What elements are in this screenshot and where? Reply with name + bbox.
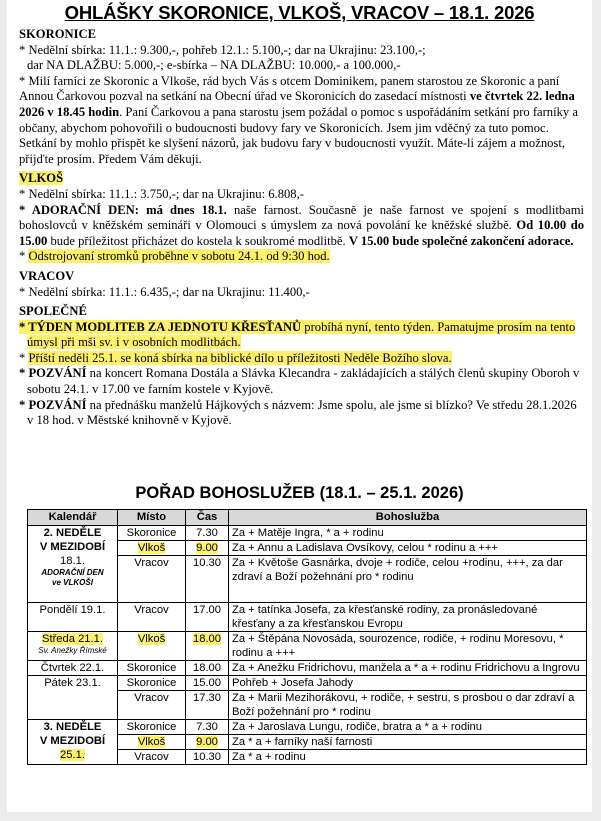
- lecture-invitation-item: * POZVÁNÍ na přednášku manželů Hájkových s názvem: Jsme spolu, ale jsme si blízko? Ve středu 28.1.2026 v 18 hod. v Městské knihovně v Kyjově.: [19, 397, 577, 428]
- intention-cell: Za + Štěpána Novosáda, sourozence, rodiče, + rodinu Moresovu, * rodinu a +++: [229, 632, 587, 661]
- document-page: [7, 0, 592, 812]
- section-heading-vlkos: VLKOŠ: [19, 171, 64, 186]
- time-cell: 18.00: [186, 661, 229, 676]
- time-cell: 10.30: [186, 750, 229, 765]
- place-cell: Skoronice: [118, 526, 186, 541]
- table-row: [28, 603, 587, 632]
- schedule-table: [27, 509, 587, 765]
- section-heading-vracov: VRACOV: [19, 268, 75, 283]
- place-cell: Skoronice: [118, 720, 186, 735]
- intention-cell: Za * a + rodinu: [229, 750, 587, 765]
- time-cell: 10.30: [186, 556, 229, 603]
- section-heading-skoronice: SKORONICE: [19, 27, 96, 41]
- intention-cell: Za + Marii Mezihorákovu, + rodiče, + sestru, s prosbou o dar zdraví a Boží požehnání pro * rodinu: [229, 691, 587, 720]
- place-cell: Vracov: [118, 691, 186, 720]
- place-cell: Vlkoš: [118, 735, 186, 750]
- place-cell: Skoronice: [118, 676, 186, 691]
- intention-cell: Za + tatínka Josefa, za křesťanské rodiny, za pronásledované křesťany a za křesťanskou Evropu: [229, 603, 587, 632]
- header-service: Bohoslužba: [229, 510, 587, 526]
- day-cell: Pondělí 19.1.: [28, 603, 118, 632]
- vracov-collection: * Nedělní sbírka: 11.1.: 6.435,-; dar na Ukrajinu: 11.400,-: [19, 284, 310, 299]
- time-cell: 17.30: [186, 691, 229, 720]
- place-cell: Vlkoš: [118, 541, 186, 556]
- time-cell: 17.00: [186, 603, 229, 632]
- vlkos-adoration: * ADORAČNÍ DEN: má dnes 18.1. naše farnost. Současně je naše farnost ve spojení s modlitbami bohoslovců v kněžském semináři v Olomouci s úmyslem za nová povolání ke kněžské službě. Od 10.00 do 15.00 bude příležitost přicházet do kostela k soukromé modlitbě. V 15.00 bude společné zakončení adorace.: [19, 202, 584, 248]
- intention-cell: Za + Květoše Gasnárka, dvoje + rodiče, celou +rodinu, +++, za dar zdraví a Boží požehnání pro * rodinu: [229, 556, 587, 603]
- skoronice-invitation: * Milí farníci ze Skoronic a Vlkoše, rád bych Vás s otcem Dominikem, panem starostou ze Skoronic a paní Annou Čarkovou pozval na setkání na Obecní úřad ve Skoronicích do zasedací místnosti ve čtvrtek 22. ledna 2026 v 18.45 hodin. Paní Čarkovou a pana starostu jsem požádal o pomoc s uspořádáním setkání pro farníky a občany, abychom pohovořili o budoucnosti budovy fary ve Skoronicích. Jsem jim vděčný za tuto pomoc. Setkání by mohlo přispět ke slyšení názorů, jak budovu fary v budoucnosti využít. Máte-li zájem a možnost, přijďte prosím. Předem Vám děkuji.: [19, 73, 578, 166]
- meeting-date: ve čtvrtek 22. ledna 2026 v 18.45 hodin: [19, 89, 575, 119]
- intention-cell: Za + Annu a Ladislava Ovsíkovy, celou * rodinu a +++: [229, 541, 587, 556]
- time-cell: 9.00: [186, 541, 229, 556]
- day-cell: Čtvrtek 22.1.: [28, 661, 118, 676]
- place-cell: Vracov: [118, 603, 186, 632]
- time-cell: 18.00: [186, 632, 229, 661]
- place-cell: Skoronice: [118, 661, 186, 676]
- prayer-week-item: * TÝDEN MODLITEB ZA JEDNOTU KŘESŤANŮ probíhá nyní, tento týden. Pamatujme prosím na tento úmysl při mši sv. i v osobních modlitbách.: [19, 319, 576, 350]
- vlkos-tree-removal: * Odstrojovaní stromků proběhne v sobotu 24.1. od 9:30 hod.: [19, 249, 330, 264]
- table-row: [28, 720, 587, 735]
- table-row: [28, 632, 587, 661]
- day-cell: 2. NEDĚLE V MEZIDOBÍ 18.1. ADORAČNÍ DEN ve VLKOŠI: [28, 526, 118, 603]
- schedule-title: POŘAD BOHOSLUŽEB (18.1. – 25.1. 2026): [135, 484, 464, 502]
- time-cell: 9.00: [186, 735, 229, 750]
- document-title: OHLÁŠKY SKORONICE, VLKOŠ, VRACOV – 18.1. 2026: [64, 2, 535, 23]
- table-row: [28, 526, 587, 541]
- place-cell: Vracov: [118, 750, 186, 765]
- time-cell: 15.00: [186, 676, 229, 691]
- header-place: Místo: [118, 510, 186, 526]
- intention-cell: Za + Matěje Ingra, * a + rodinu: [229, 526, 587, 541]
- day-cell: Pátek 23.1.: [28, 676, 118, 720]
- place-cell: Vracov: [118, 556, 186, 603]
- table-row: [28, 676, 587, 691]
- header-time: Čas: [186, 510, 229, 526]
- vlkos-collection: * Nedělní sbírka: 11.1.: 3.750,-; dar na Ukrajinu: 6.808,-: [19, 186, 304, 201]
- day-cell: Středa 21.1. Sv. Anežky Římské: [28, 632, 118, 661]
- skoronice-collection: * Nedělní sbírka: 11.1.: 9.300,-, pohřeb 12.1.: 5.100,-; dar na Ukrajinu: 23.100,-;: [19, 42, 426, 57]
- time-cell: 7.30: [186, 526, 229, 541]
- header-calendar: Kalendář: [28, 510, 118, 526]
- intention-cell: Pohřeb + Josefa Jahody: [229, 676, 587, 691]
- time-cell: 7.30: [186, 720, 229, 735]
- announcements: [19, 27, 584, 429]
- intention-cell: Za * a + farníky naší farnosti: [229, 735, 587, 750]
- skoronice-donation: dar NA DLAŽBU: 5.000,-; e-sbírka – NA DLAŽBU: 10.000,- a 100.000,-: [27, 58, 401, 73]
- place-cell: Vlkoš: [118, 632, 186, 661]
- schedule-header-row: [28, 510, 587, 526]
- table-row: [28, 661, 587, 676]
- day-cell: 3. NEDĚLE V MEZIDOBÍ 25.1.: [28, 720, 118, 765]
- intention-cell: Za + Anežku Fridrichovu, manžela a * a + rodinu Fridrichovu a Ingrovu: [229, 661, 587, 676]
- bible-collection-item: * Příští neděli 25.1. se koná sbírka na biblické dílo u příležitosti Neděle Božího slova.: [19, 350, 452, 365]
- concert-invitation-item: * POZVÁNÍ na koncert Romana Dostála a Slávka Klecandra - zakládajících a stálých členů skupiny Oboroh v sobotu 24.1. v 17.00 ve farním kostele v Kyjově.: [19, 366, 580, 397]
- intention-cell: Za + Jaroslava Lungu, rodiče, bratra a * a + rodinu: [229, 720, 587, 735]
- section-heading-spolecne: SPOLEČNÉ: [19, 304, 87, 319]
